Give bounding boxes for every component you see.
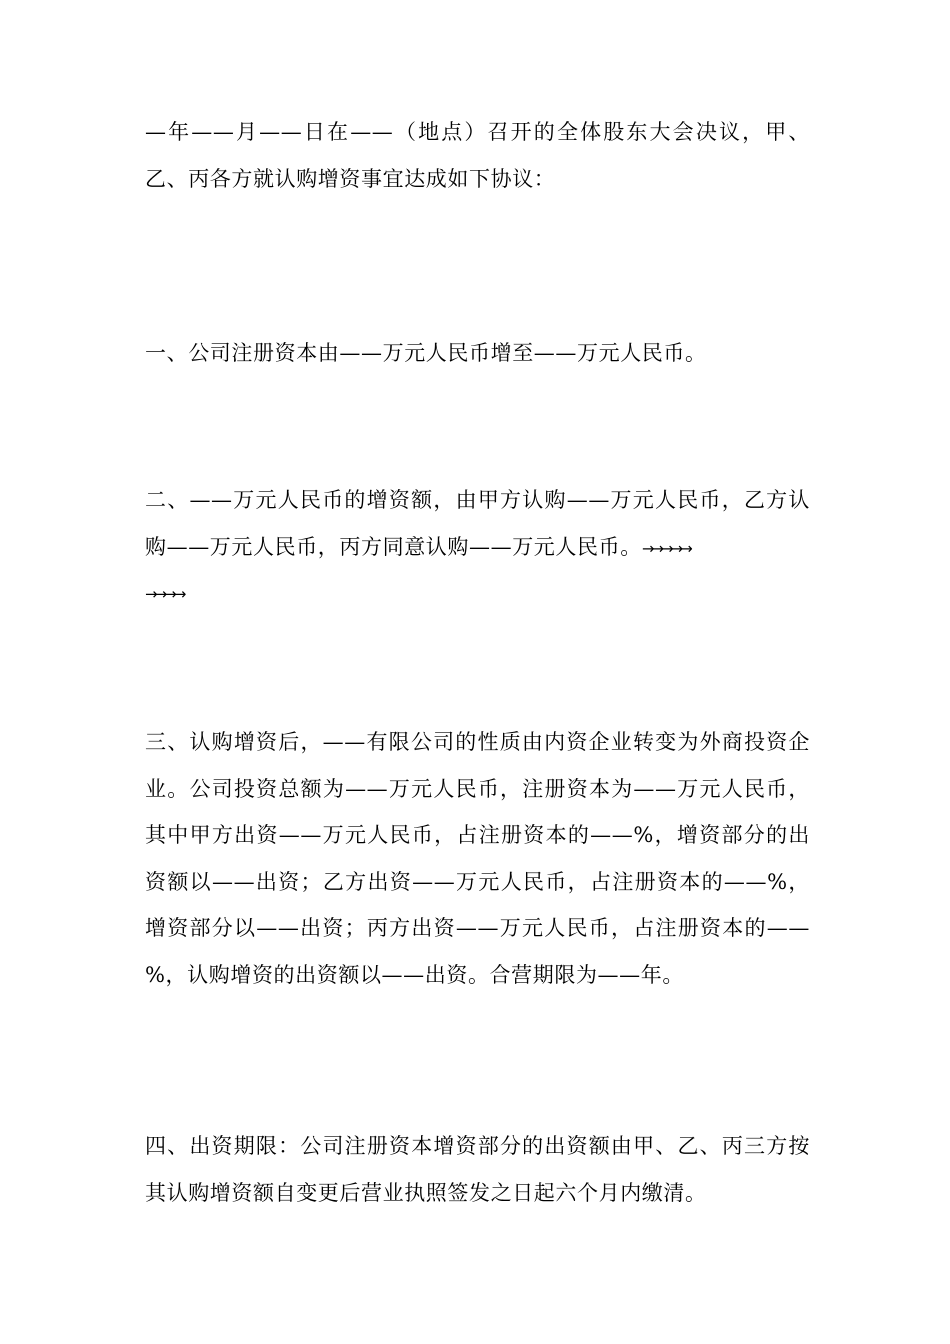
tab-marks-line-1: →→→→→: [641, 538, 690, 557]
clause-2-text: 二、——万元人民币的增资额，由甲方认购——万元人民币，乙方认购——万元人民币，丙方同意认购——万元人民币。: [145, 488, 810, 559]
clause-3-paragraph: 三、认购增资后，——有限公司的性质由内资企业转变为外商投资企业。公司投资总额为——万元人民币，注册资本为——万元人民币，其中甲方出资——万元人民币，占注册资本的——%，增资部分的出资额以——出资；乙方出资——万元人民币，占注册资本的——%，增资部分以——出资；丙方出资——万元人民币，占注册资本的——%，认购增资的出资额以——出资。合营期限为——年。: [145, 730, 810, 987]
clause-1-paragraph: 一、公司注册资本由——万元人民币增至——万元人民币。: [145, 341, 707, 365]
clause-4-paragraph: 四、出资期限：公司注册资本增资部分的出资额由甲、乙、丙三方按其认购增资额自变更后营业执照签发之日起六个月内缴清。: [145, 1134, 810, 1205]
tab-marks-line-2: →→→→: [145, 585, 184, 604]
clause-2-paragraph: [145, 477, 810, 618]
intro-paragraph: —年——月——日在——（地点）召开的全体股东大会决议，甲、乙、丙各方就认购增资事宜达成如下协议：: [145, 120, 810, 191]
